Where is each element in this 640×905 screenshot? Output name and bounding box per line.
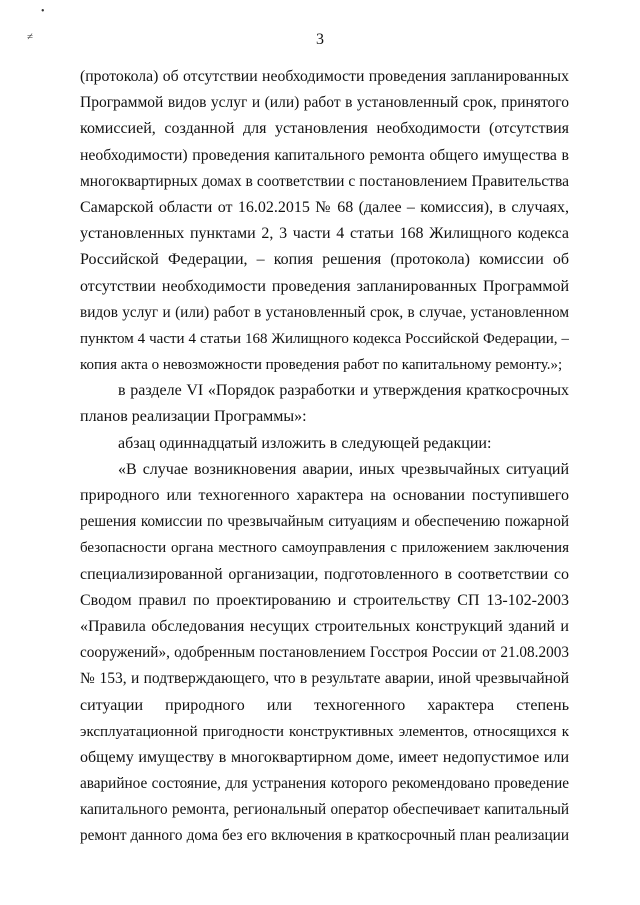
- text-line: копия акта о невозможности проведения работ по капитальному ремонту.»;: [80, 357, 563, 374]
- text-line: видов услуг и (или) работ в установленный срок, в случае, установленном: [80, 303, 569, 321]
- text-line: Программой видов услуг и (или) работ в установленный срок, принятого: [80, 94, 569, 112]
- text-line: аварийное состояние, для устранения которого рекомендовано проведение: [80, 775, 569, 793]
- text-line: Российской Федерации, – копия решения (протокола) комиссии об: [80, 251, 569, 269]
- page-number: 3: [316, 31, 324, 48]
- text-line: ремонт данного дома без его включения в краткосрочный план реализации: [80, 827, 569, 845]
- text-line: необходимости) проведения капитального ремонта общего имущества в: [80, 146, 569, 164]
- text-line: «В случае возникновения аварии, иных чрезвычайных ситуаций: [118, 460, 569, 478]
- text-line: планов реализации Программы»:: [80, 408, 307, 426]
- text-line: капитального ремонта, региональный оператор обеспечивает капитальный: [80, 801, 569, 819]
- text-line: «Правила обследования несущих строительных конструкций зданий и: [80, 617, 569, 635]
- text-line: абзац одиннадцатый изложить в следующей редакции:: [118, 434, 492, 452]
- text-line: эксплуатационной пригодности конструктивных элементов, относящихся к: [80, 723, 569, 740]
- text-line: общему имуществу в многоквартирном доме, имеет недопустимое или: [80, 748, 569, 766]
- text-line: специализированной организации, подготовленного в соответствии со: [80, 565, 569, 583]
- text-line: в разделе VI «Порядок разработки и утверждения краткосрочных: [118, 382, 569, 400]
- text-line: Сводом правил по проектированию и строительству СП 13-102-2003: [80, 591, 569, 609]
- text-line: Самарской области от 16.02.2015 № 68 (далее – комиссия), в случаях,: [80, 198, 569, 216]
- text-line: многоквартирных домах в соответствии с постановлением Правительства: [80, 172, 569, 190]
- text-line: установленных пунктами 2, 3 части 4 статьи 168 Жилищного кодекса: [80, 225, 569, 243]
- text-line: природного или техногенного характера на основании поступившего: [80, 487, 569, 504]
- text-line: (протокола) об отсутствии необходимости проведения запланированных: [80, 68, 569, 85]
- document-body: [80, 64, 569, 850]
- text-line: отсутствии необходимости проведения запланированных Программой: [80, 277, 569, 295]
- text-line: сооружений», одобренным постановлением Госстроя России от 21.08.2003: [80, 644, 569, 662]
- text-line: ситуации природного или техногенного характера степень: [80, 696, 569, 714]
- text-line: безопасности органа местного самоуправления с приложением заключения: [80, 540, 569, 557]
- text-line: № 153, и подтверждающего, что в результате аварии, иной чрезвычайной: [80, 670, 569, 688]
- text-line: решения комиссии по чрезвычайным ситуациям и обеспечению пожарной: [80, 513, 569, 531]
- text-line: пунктом 4 части 4 статьи 168 Жилищного кодекса Российской Федерации, –: [80, 330, 569, 347]
- text-line: комиссией, созданной для установления необходимости (отсутствия: [80, 120, 569, 138]
- margin-tick-mark: ≠: [27, 31, 34, 43]
- margin-dot-mark: •: [41, 6, 45, 17]
